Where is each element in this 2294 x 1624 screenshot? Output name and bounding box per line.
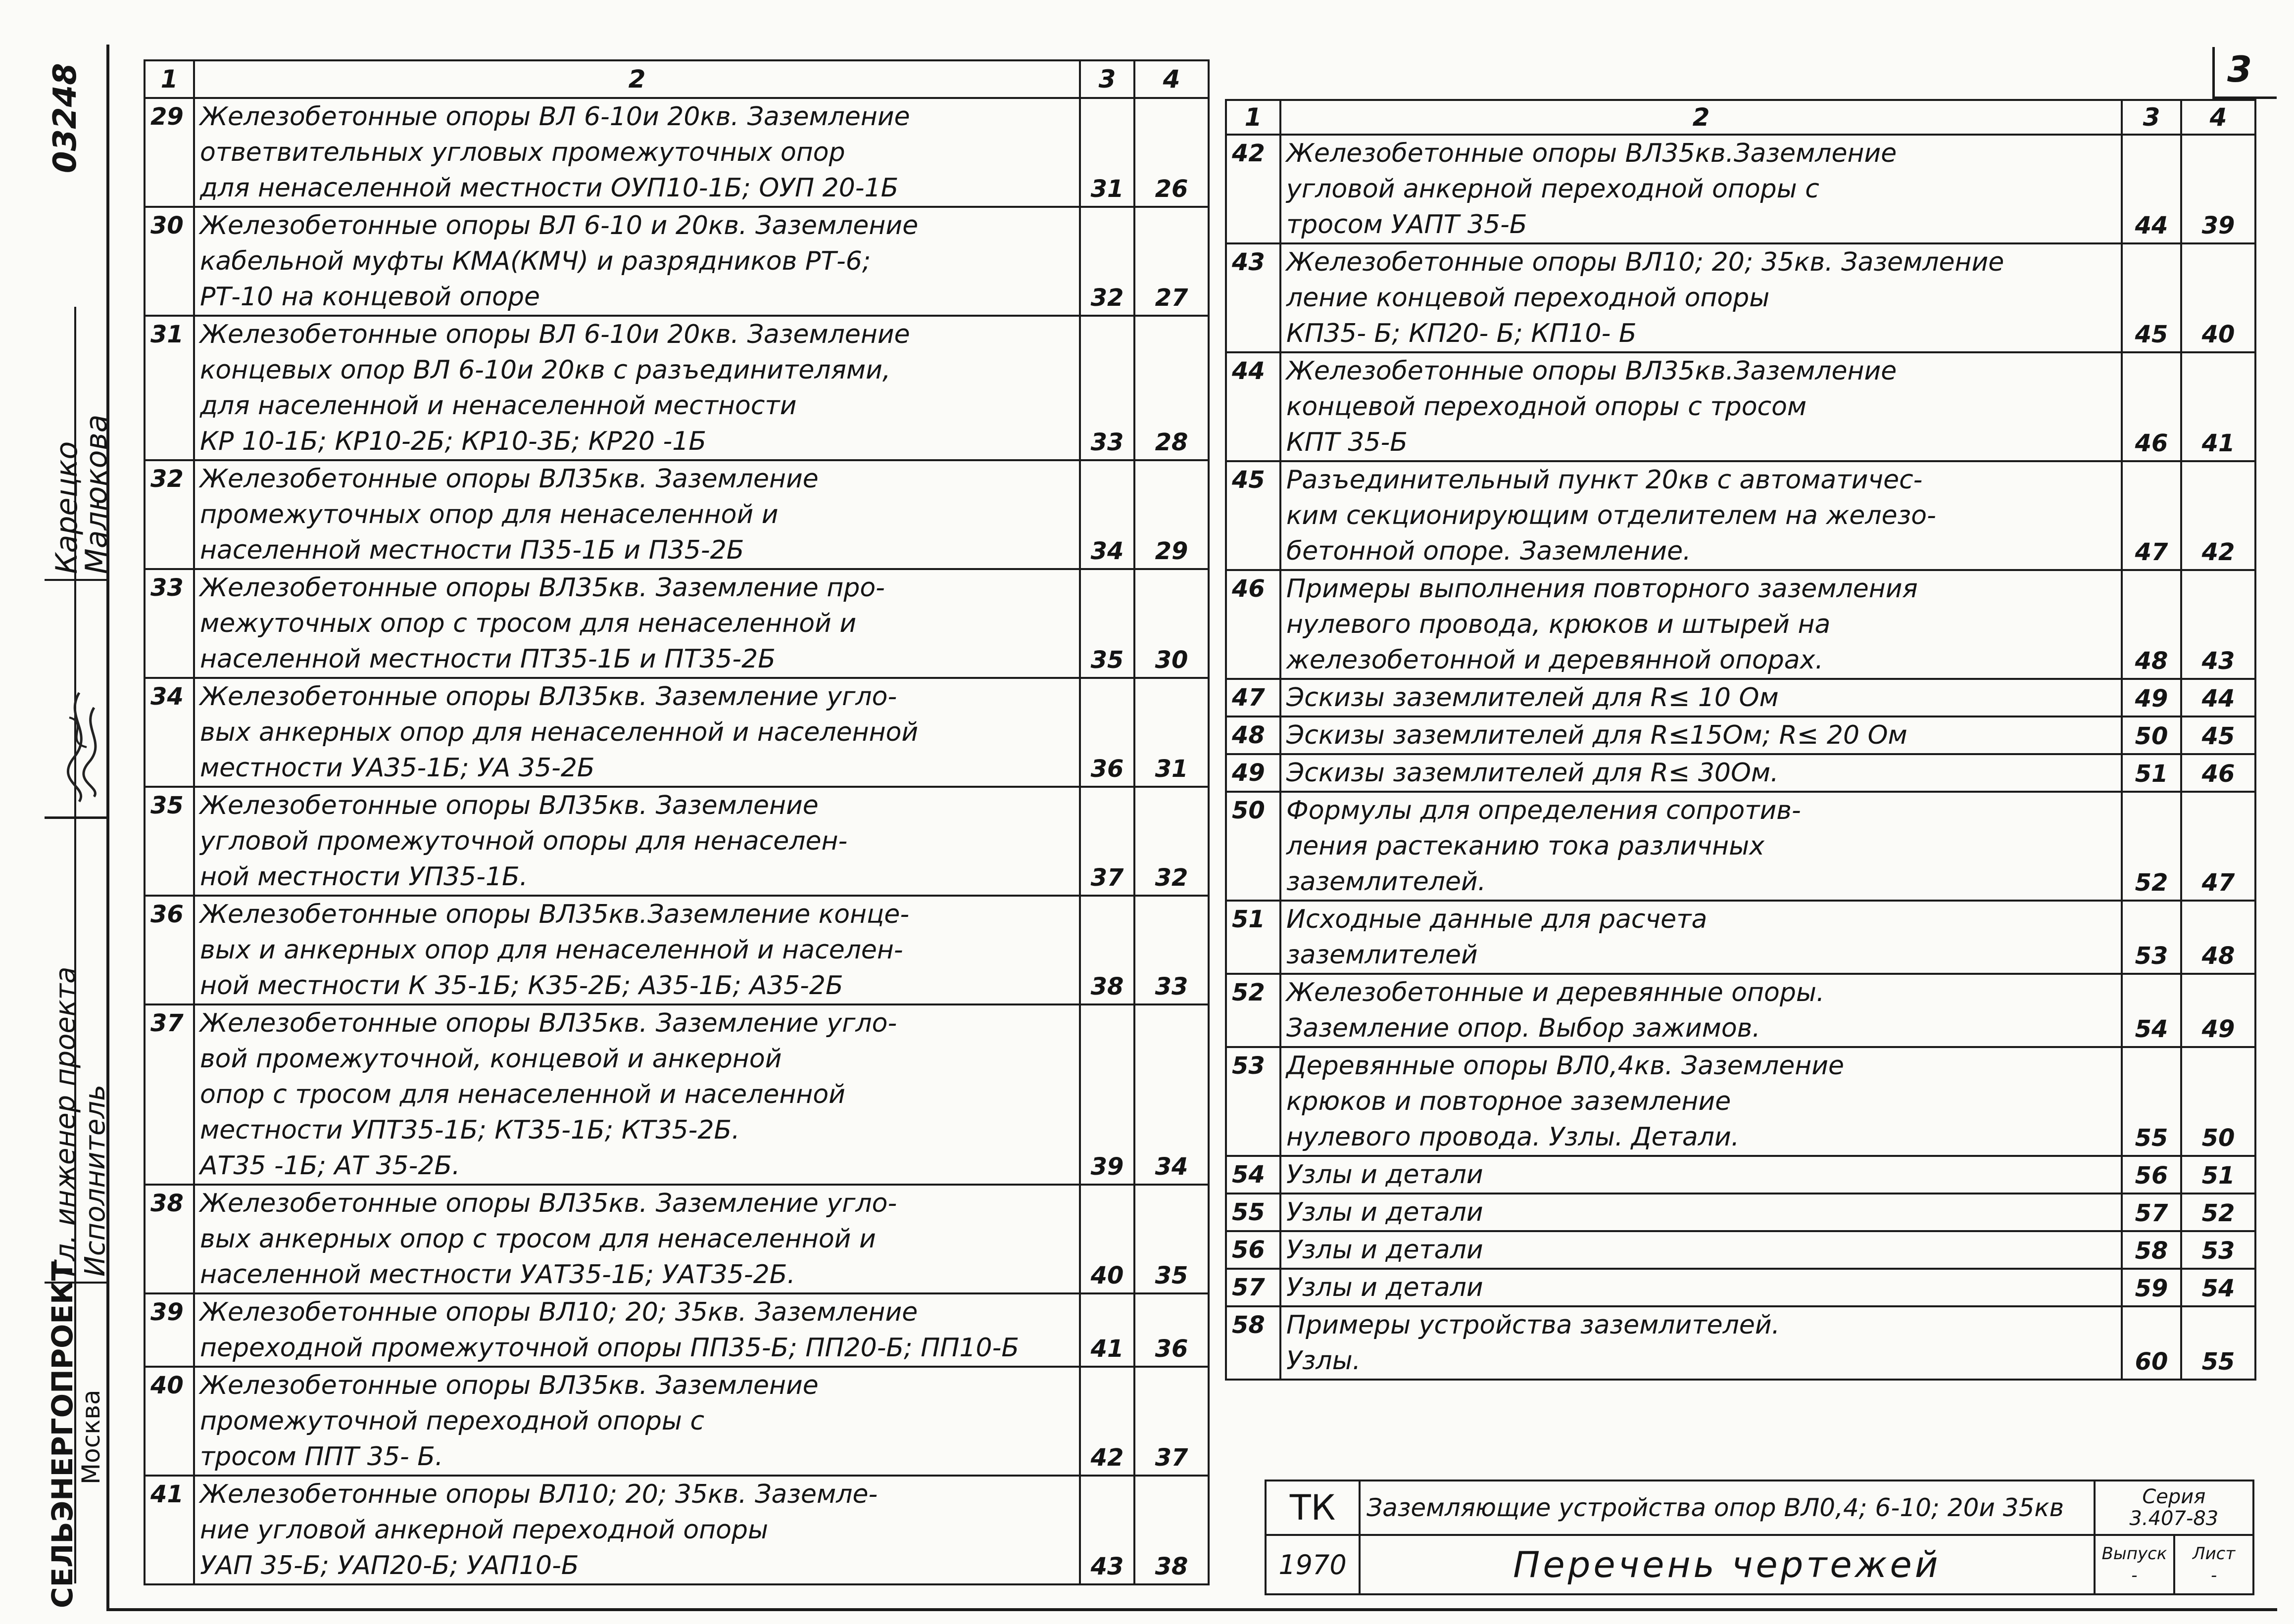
row-number: 50 xyxy=(1226,792,1280,901)
row-sheet: 40 xyxy=(1080,1185,1134,1293)
row-sheet: 60 xyxy=(2122,1306,2181,1380)
row-title-line: Железобетонные опоры ВЛ35кв. Заземление угло- xyxy=(200,1008,897,1038)
sheet-label: Лист xyxy=(2193,1544,2236,1564)
row-title-line: РТ-10 на концевой опоре xyxy=(200,282,540,312)
row-sheet: 38 xyxy=(1080,896,1134,1004)
row-title xyxy=(1280,461,2122,570)
issue-cell xyxy=(2095,1535,2175,1594)
row-number: 38 xyxy=(145,1185,194,1293)
row-title-line: Железобетонные опоры ВЛ35кв.Заземление xyxy=(1286,356,1897,386)
row-title-line: Железобетонные опоры ВЛ 6-10и 20кв. Заземление xyxy=(200,320,910,349)
row-page: 37 xyxy=(1134,1367,1209,1476)
table-row xyxy=(1226,1194,2255,1231)
row-title xyxy=(1280,754,2122,792)
row-title-line: заземлителей xyxy=(1286,940,1478,970)
col-header: 4 xyxy=(2181,100,2255,135)
row-page: 31 xyxy=(1134,678,1209,787)
row-title-line: Узлы. xyxy=(1286,1346,1361,1376)
row-title-line: вых анкерных опор с тросом для ненаселенной и xyxy=(200,1224,876,1254)
row-sheet: 39 xyxy=(1080,1004,1134,1185)
table-row xyxy=(1226,1231,2255,1269)
title-block-year: 1970 xyxy=(1266,1535,1360,1594)
row-page: 27 xyxy=(1134,207,1209,316)
row-title-line: Узлы и детали xyxy=(1286,1160,1483,1190)
row-number: 43 xyxy=(1226,243,1280,352)
row-title-line: для ненаселенной местности ОУП10-1Б; ОУП 20-1Б xyxy=(200,173,899,203)
col-header: 2 xyxy=(1280,100,2122,135)
row-page: 34 xyxy=(1134,1004,1209,1185)
row-title-line: опор с тросом для ненаселенной и населенной xyxy=(200,1080,845,1109)
row-sheet: 49 xyxy=(2122,679,2181,716)
row-number: 46 xyxy=(1226,570,1280,679)
table-row xyxy=(145,787,1209,896)
row-title-line: УАП 35-Б; УАП20-Б; УАП10-Б xyxy=(200,1551,579,1580)
left-drawing-list-table xyxy=(144,59,1210,1585)
row-sheet: 46 xyxy=(2122,352,2181,461)
row-number: 40 xyxy=(145,1367,194,1476)
table-row xyxy=(145,1476,1209,1584)
row-title xyxy=(1280,570,2122,679)
table-row xyxy=(145,460,1209,569)
row-title-line: Железобетонные опоры ВЛ35кв.Заземление xyxy=(1286,139,1897,168)
row-number: 37 xyxy=(145,1004,194,1185)
row-sheet: 32 xyxy=(1080,207,1134,316)
table-row xyxy=(1226,1156,2255,1194)
row-title xyxy=(194,678,1080,787)
row-title-line: местности УПТ35-1Б; КТ35-1Б; КТ35-2Б. xyxy=(200,1115,740,1145)
row-title-line: угловой анкерной переходной опоры с xyxy=(1286,174,1819,204)
table-row xyxy=(1226,243,2255,352)
row-title xyxy=(1280,792,2122,901)
row-title-line: переходной промежуточной опоры ПП35-Б; ПП20-Б; ПП10-Б xyxy=(200,1333,1020,1363)
row-number: 33 xyxy=(145,569,194,678)
table-row xyxy=(1226,974,2255,1047)
row-sheet: 35 xyxy=(1080,569,1134,678)
row-number: 56 xyxy=(1226,1231,1280,1269)
row-sheet: 45 xyxy=(2122,243,2181,352)
row-title-line: железобетонной и деревянной опорах. xyxy=(1286,645,1823,675)
row-number: 58 xyxy=(1226,1306,1280,1380)
table-row xyxy=(145,1004,1209,1185)
row-page: 42 xyxy=(2181,461,2255,570)
row-title-line: Железобетонные опоры ВЛ35кв.Заземление конце- xyxy=(200,900,910,929)
title-block-code: ТК xyxy=(1266,1481,1360,1535)
row-number: 41 xyxy=(145,1476,194,1584)
row-number: 57 xyxy=(1226,1269,1280,1306)
row-title-line: угловой промежуточной опоры для ненаселен- xyxy=(200,826,848,856)
row-sheet: 56 xyxy=(2122,1156,2181,1194)
row-title-line: Эскизы заземлителей для R≤15Ом; R≤ 20 Ом xyxy=(1286,720,1907,750)
table-row xyxy=(1226,1306,2255,1380)
row-page: 36 xyxy=(1134,1293,1209,1367)
row-title xyxy=(194,569,1080,678)
row-title-line: Деревянные опоры ВЛ0,4кв. Заземление xyxy=(1286,1051,1845,1081)
row-number: 29 xyxy=(145,98,194,207)
col-header: 3 xyxy=(2122,100,2181,135)
row-title-line: Формулы для определения сопротив- xyxy=(1286,796,1801,825)
row-title xyxy=(1280,1156,2122,1194)
table-row xyxy=(1226,135,2255,243)
row-sheet: 53 xyxy=(2122,901,2181,974)
row-page: 47 xyxy=(2181,792,2255,901)
row-sheet: 44 xyxy=(2122,135,2181,243)
row-number: 39 xyxy=(145,1293,194,1367)
row-title xyxy=(1280,1194,2122,1231)
row-sheet: 43 xyxy=(1080,1476,1134,1584)
role-exec: Исполнитель xyxy=(79,1084,111,1277)
row-sheet: 48 xyxy=(2122,570,2181,679)
row-title xyxy=(1280,974,2122,1047)
row-sheet: 51 xyxy=(2122,754,2181,792)
row-title xyxy=(1280,243,2122,352)
title-block-subject: Заземляющие устройства опор ВЛ0,4; 6-10; 20и 35кв xyxy=(1360,1481,2095,1535)
row-page: 55 xyxy=(2181,1306,2255,1380)
row-title-line: КР 10-1Б; КР10-2Б; КР10-3Б; КР20 -1Б xyxy=(200,427,707,456)
org-city: Москва xyxy=(77,1389,105,1484)
row-number: 36 xyxy=(145,896,194,1004)
title-block xyxy=(1265,1480,2254,1595)
row-sheet: 54 xyxy=(2122,974,2181,1047)
row-title-line: межуточных опор с тросом для ненаселенной и xyxy=(200,609,857,638)
row-title-line: тросом УАПТ 35-Б xyxy=(1286,210,1527,239)
row-sheet: 47 xyxy=(2122,461,2181,570)
row-page: 35 xyxy=(1134,1185,1209,1293)
row-title xyxy=(194,316,1080,460)
row-title xyxy=(1280,1231,2122,1269)
col-header: 4 xyxy=(1134,60,1209,98)
table-row xyxy=(145,1293,1209,1367)
row-title xyxy=(194,1004,1080,1185)
table-row xyxy=(1226,792,2255,901)
row-page: 32 xyxy=(1134,787,1209,896)
row-title-line: промежуточной переходной опоры с xyxy=(200,1406,705,1436)
row-title-line: Железобетонные опоры ВЛ10; 20; 35кв. Заземление xyxy=(1286,247,2004,277)
row-title-line: бетонной опоре. Заземление. xyxy=(1286,536,1691,566)
series-value: 3.407-83 xyxy=(2129,1507,2219,1530)
series-label: Серия xyxy=(2142,1485,2206,1508)
table-row xyxy=(1226,352,2255,461)
row-page: 26 xyxy=(1134,98,1209,207)
row-title xyxy=(194,1293,1080,1367)
table-row xyxy=(1226,901,2255,974)
row-sheet: 36 xyxy=(1080,678,1134,787)
row-title-line: Железобетонные опоры ВЛ35кв. Заземление xyxy=(200,791,819,820)
table-row xyxy=(1226,754,2255,792)
row-sheet: 55 xyxy=(2122,1047,2181,1156)
row-number: 48 xyxy=(1226,716,1280,754)
row-title xyxy=(1280,1047,2122,1156)
signature-exec xyxy=(79,703,109,802)
row-title-line: Узлы и детали xyxy=(1286,1197,1483,1227)
row-page: 40 xyxy=(2181,243,2255,352)
table-row xyxy=(145,678,1209,787)
row-title-line: Железобетонные опоры ВЛ35кв. Заземление xyxy=(200,464,819,494)
row-title-line: Железобетонные опоры ВЛ10; 20; 35кв. Заземле- xyxy=(200,1480,878,1509)
row-title xyxy=(1280,135,2122,243)
col-header: 1 xyxy=(1226,100,1280,135)
row-title-line: Железобетонные опоры ВЛ35кв. Заземление xyxy=(200,1371,819,1400)
row-title-line: концевых опор ВЛ 6-10и 20кв с разъединителями, xyxy=(200,355,891,385)
row-title xyxy=(194,1476,1080,1584)
row-title-line: населенной местности ПТ35-1Б и ПТ35-2Б xyxy=(200,644,776,674)
row-title-line: ной местности К 35-1Б; К35-2Б; А35-1Б; А35-2Б xyxy=(200,971,843,1001)
table-row xyxy=(1226,1047,2255,1156)
row-page: 28 xyxy=(1134,316,1209,460)
row-title-line: Эскизы заземлителей для R≤ 10 Ом xyxy=(1286,683,1779,713)
row-page: 44 xyxy=(2181,679,2255,716)
row-title-line: вой промежуточной, концевой и анкерной xyxy=(200,1044,782,1074)
row-title xyxy=(1280,1269,2122,1306)
row-title-line: Железобетонные опоры ВЛ35кв. Заземление угло- xyxy=(200,1189,897,1218)
table-row xyxy=(1226,679,2255,716)
row-page: 51 xyxy=(2181,1156,2255,1194)
row-number: 42 xyxy=(1226,135,1280,243)
table-row xyxy=(145,1367,1209,1476)
table-row xyxy=(1226,716,2255,754)
row-title-line: населенной местности П35-1Б и П35-2Б xyxy=(200,535,744,565)
row-title-line: АТ35 -1Б; АТ 35-2Б. xyxy=(200,1151,460,1181)
table-row xyxy=(145,569,1209,678)
row-title-line: крюков и повторное заземление xyxy=(1286,1087,1731,1116)
issue-value: - xyxy=(2131,1566,2138,1585)
row-title xyxy=(194,787,1080,896)
row-title-line: заземлителей. xyxy=(1286,867,1486,897)
table-row xyxy=(145,896,1209,1004)
row-number: 51 xyxy=(1226,901,1280,974)
row-page: 54 xyxy=(2181,1269,2255,1306)
row-title-line: Узлы и детали xyxy=(1286,1273,1483,1302)
row-number: 34 xyxy=(145,678,194,787)
row-page: 29 xyxy=(1134,460,1209,569)
right-drawing-list-table xyxy=(1225,99,2256,1381)
row-title-line: Исходные данные для расчета xyxy=(1286,905,1708,934)
row-title-line: ление концевой переходной опоры xyxy=(1286,283,1770,313)
row-title-line: КПТ 35-Б xyxy=(1286,428,1408,457)
row-page: 46 xyxy=(2181,754,2255,792)
row-page: 49 xyxy=(2181,974,2255,1047)
row-title xyxy=(194,1367,1080,1476)
table-row xyxy=(145,316,1209,460)
row-title-line: Железобетонные опоры ВЛ10; 20; 35кв. Заземление xyxy=(200,1297,918,1327)
row-title-line: Эскизы заземлителей для R≤ 30Ом. xyxy=(1286,758,1779,788)
row-title-line: вых и анкерных опор для ненаселенной и населен- xyxy=(200,935,903,965)
row-title-line: Железобетонные опоры ВЛ 6-10и 20кв. Заземление xyxy=(200,102,910,132)
row-number: 52 xyxy=(1226,974,1280,1047)
row-title xyxy=(1280,901,2122,974)
row-title xyxy=(194,1185,1080,1293)
row-page: 33 xyxy=(1134,896,1209,1004)
row-sheet: 31 xyxy=(1080,98,1134,207)
row-title xyxy=(194,98,1080,207)
table-row xyxy=(145,207,1209,316)
row-number: 55 xyxy=(1226,1194,1280,1231)
row-page: 48 xyxy=(2181,901,2255,974)
row-sheet: 34 xyxy=(1080,460,1134,569)
row-page: 52 xyxy=(2181,1194,2255,1231)
row-number: 35 xyxy=(145,787,194,896)
row-title-line: Примеры устройства заземлителей. xyxy=(1286,1310,1780,1340)
row-sheet: 58 xyxy=(2122,1231,2181,1269)
table-row xyxy=(1226,461,2255,570)
table-row xyxy=(145,1185,1209,1293)
row-page: 45 xyxy=(2181,716,2255,754)
row-number: 49 xyxy=(1226,754,1280,792)
row-page: 39 xyxy=(2181,135,2255,243)
row-number: 44 xyxy=(1226,352,1280,461)
row-title xyxy=(1280,716,2122,754)
row-title-line: КП35- Б; КП20- Б; КП10- Б xyxy=(1286,319,1637,348)
row-number: 31 xyxy=(145,316,194,460)
row-page: 38 xyxy=(1134,1476,1209,1584)
row-title xyxy=(194,207,1080,316)
row-title-line: Разъединительный пункт 20кв с автоматичес- xyxy=(1286,465,1923,495)
row-title-line: Узлы и детали xyxy=(1286,1235,1483,1265)
row-title xyxy=(1280,1306,2122,1380)
row-number: 47 xyxy=(1226,679,1280,716)
row-title-line: ной местности УП35-1Б. xyxy=(200,862,528,892)
row-number: 53 xyxy=(1226,1047,1280,1156)
role-chief: Гл. инженер проекта xyxy=(49,966,82,1277)
row-sheet: 42 xyxy=(1080,1367,1134,1476)
row-title-line: Железобетонные опоры ВЛ35кв. Заземление угло- xyxy=(200,682,897,712)
row-title-line: ние угловой анкерной переходной опоры xyxy=(200,1515,769,1545)
row-title-line: для населенной и ненаселенной местности xyxy=(200,391,797,421)
row-title xyxy=(1280,679,2122,716)
row-sheet: 41 xyxy=(1080,1293,1134,1367)
row-sheet: 52 xyxy=(2122,792,2181,901)
drawing-code: 03248 xyxy=(47,63,84,173)
row-title-line: промежуточных опор для ненаселенной и xyxy=(200,500,779,529)
row-title-line: Железобетонные опоры ВЛ 6-10 и 20кв. Заземление xyxy=(200,211,919,240)
row-title-line: населенной местности УАТ35-1Б; УАТ35-2Б. xyxy=(200,1260,795,1290)
row-title-line: нулевого провода, крюков и штырей на xyxy=(1286,610,1831,639)
sheet-cell xyxy=(2174,1535,2253,1594)
row-number: 30 xyxy=(145,207,194,316)
row-sheet: 59 xyxy=(2122,1269,2181,1306)
row-title-line: ким секционирующим отделителем на железо- xyxy=(1286,501,1936,530)
row-sheet: 57 xyxy=(2122,1194,2181,1231)
col-header: 3 xyxy=(1080,60,1134,98)
row-title-line: ления растеканию тока различных xyxy=(1286,831,1764,861)
row-title-line: вых анкерных опор для ненаселенной и населенной xyxy=(200,717,919,747)
series-cell xyxy=(2095,1481,2253,1535)
table-row xyxy=(1226,570,2255,679)
col-header: 2 xyxy=(194,60,1080,98)
row-title-line: концевой переходной опоры с тросом xyxy=(1286,392,1807,422)
row-page: 41 xyxy=(2181,352,2255,461)
title-block-title: Перечень чертежей xyxy=(1360,1535,2095,1594)
row-sheet: 33 xyxy=(1080,316,1134,460)
row-title-line: кабельной муфты КМА(КМЧ) и разрядников РТ-6; xyxy=(200,246,871,276)
issue-label: Выпуск xyxy=(2101,1544,2167,1564)
row-page: 53 xyxy=(2181,1231,2255,1269)
row-title-line: тросом ППТ 35- Б. xyxy=(200,1442,443,1472)
sheet-number: 3 xyxy=(2227,48,2252,90)
row-title-line: местности УА35-1Б; УА 35-2Б xyxy=(200,753,595,783)
row-title-line: Примеры выполнения повторного заземления xyxy=(1286,574,1918,604)
sheet-value: - xyxy=(2210,1566,2217,1585)
row-title-line: нулевого провода. Узлы. Детали. xyxy=(1286,1122,1740,1152)
row-page: 50 xyxy=(2181,1047,2255,1156)
name-chief: Карецко xyxy=(49,441,84,574)
row-title xyxy=(1280,352,2122,461)
row-title-line: Железобетонные опоры ВЛ35кв. Заземление про- xyxy=(200,573,885,603)
table-row xyxy=(1226,1269,2255,1306)
row-number: 45 xyxy=(1226,461,1280,570)
row-title-line: ответвительных угловых промежуточных опор xyxy=(200,138,845,167)
name-exec: Малюкова xyxy=(79,414,114,574)
col-header: 1 xyxy=(145,60,194,98)
table-row xyxy=(145,98,1209,207)
row-page: 43 xyxy=(2181,570,2255,679)
row-sheet: 50 xyxy=(2122,716,2181,754)
row-page: 30 xyxy=(1134,569,1209,678)
row-title xyxy=(194,896,1080,1004)
left-margin-rule-1 xyxy=(45,579,106,581)
row-number: 54 xyxy=(1226,1156,1280,1194)
row-title-line: Заземление опор. Выбор зажимов. xyxy=(1286,1013,1760,1043)
org-name: СЕЛЬЭНЕРГОПРОЕКТ xyxy=(46,1261,79,1608)
row-sheet: 37 xyxy=(1080,787,1134,896)
row-title xyxy=(194,460,1080,569)
row-number: 32 xyxy=(145,460,194,569)
row-title-line: Железобетонные и деревянные опоры. xyxy=(1286,978,1825,1007)
